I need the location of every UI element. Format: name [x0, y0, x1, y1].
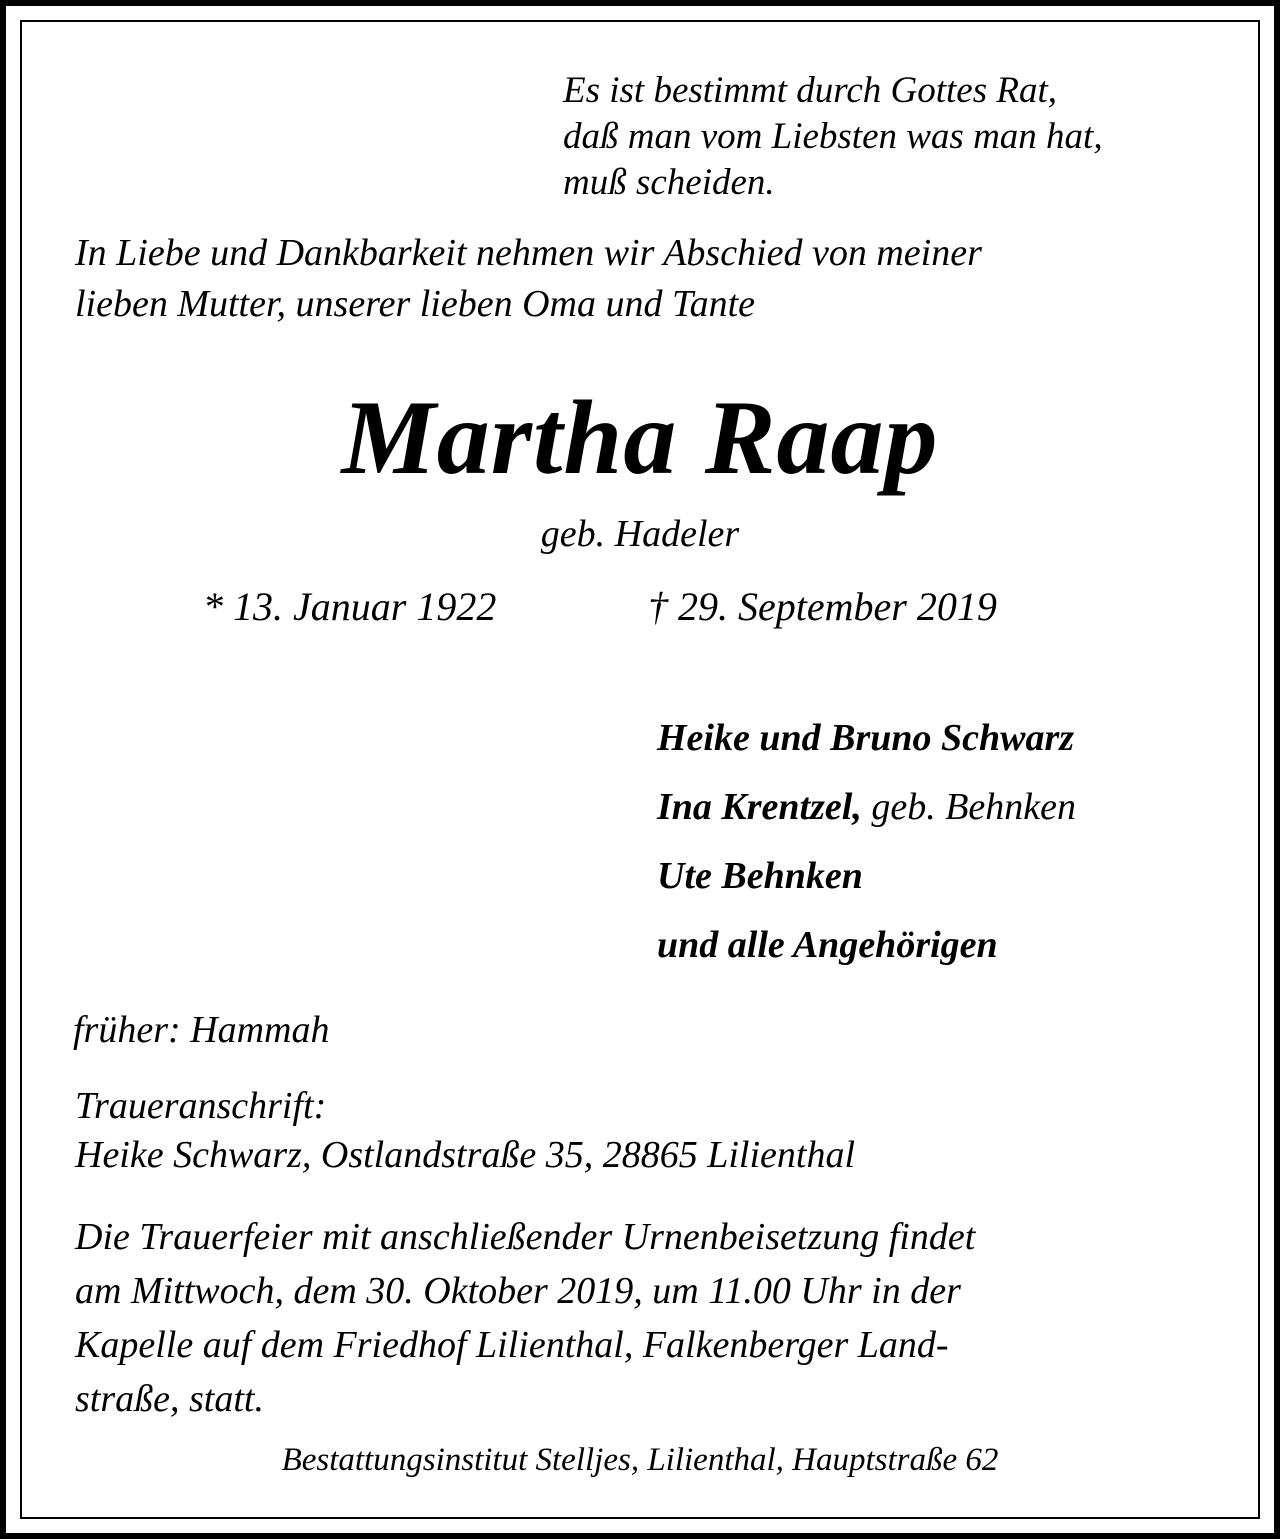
mourner-name: Ina Krentzel,: [657, 786, 862, 828]
mourner-line: [657, 773, 1076, 842]
intro-line: In Liebe und Dankbarkeit nehmen wir Abschied von meiner: [75, 232, 982, 274]
motto-verse: [563, 68, 1103, 206]
mourner-line: und alle Angehörigen: [657, 924, 998, 966]
deceased-name: Martha Raap: [341, 379, 939, 496]
mourners-list: [657, 704, 1076, 980]
mourner-line: Heike und Bruno Schwarz: [657, 717, 1075, 759]
funeral-line: am Mittwoch, dem 30. Oktober 2019, um 11.00 Uhr in der: [75, 1270, 961, 1312]
mourner-maiden-name: geb. Behnken: [861, 786, 1077, 828]
maiden-name: geb. Hadeler: [540, 513, 740, 555]
death-date: † 29. September 2019: [648, 584, 997, 629]
birth-date: * 13. Januar 1922: [203, 584, 497, 629]
funeral-line: straße, statt.: [75, 1378, 264, 1420]
motto-line: daß man vom Liebsten was man hat,: [563, 116, 1103, 157]
mourner-line: Ute Behnken: [657, 855, 863, 897]
motto-line: muß scheiden.: [563, 162, 775, 203]
funeral-notice: [75, 1210, 975, 1426]
funeral-line: Kapelle auf dem Friedhof Lilienthal, Falkenberger Land-: [75, 1324, 949, 1366]
funeral-line: Die Trauerfeier mit anschließender Urnenbeisetzung findet: [75, 1216, 976, 1258]
motto-line: Es ist bestimmt durch Gottes Rat,: [563, 70, 1057, 111]
intro-line: lieben Mutter, unserer lieben Oma und Tante: [75, 283, 756, 325]
mourning-address: [75, 1082, 855, 1180]
address-text: Heike Schwarz, Ostlandstraße 35, 28865 Lilienthal: [75, 1134, 856, 1176]
intro-text: [75, 228, 982, 330]
funeral-home: Bestattungsinstitut Stelljes, Lilienthal, Hauptstraße 62: [281, 1442, 999, 1478]
address-label: Traueranschrift:: [75, 1085, 327, 1127]
former-residence: früher: Hammah: [73, 1009, 330, 1051]
